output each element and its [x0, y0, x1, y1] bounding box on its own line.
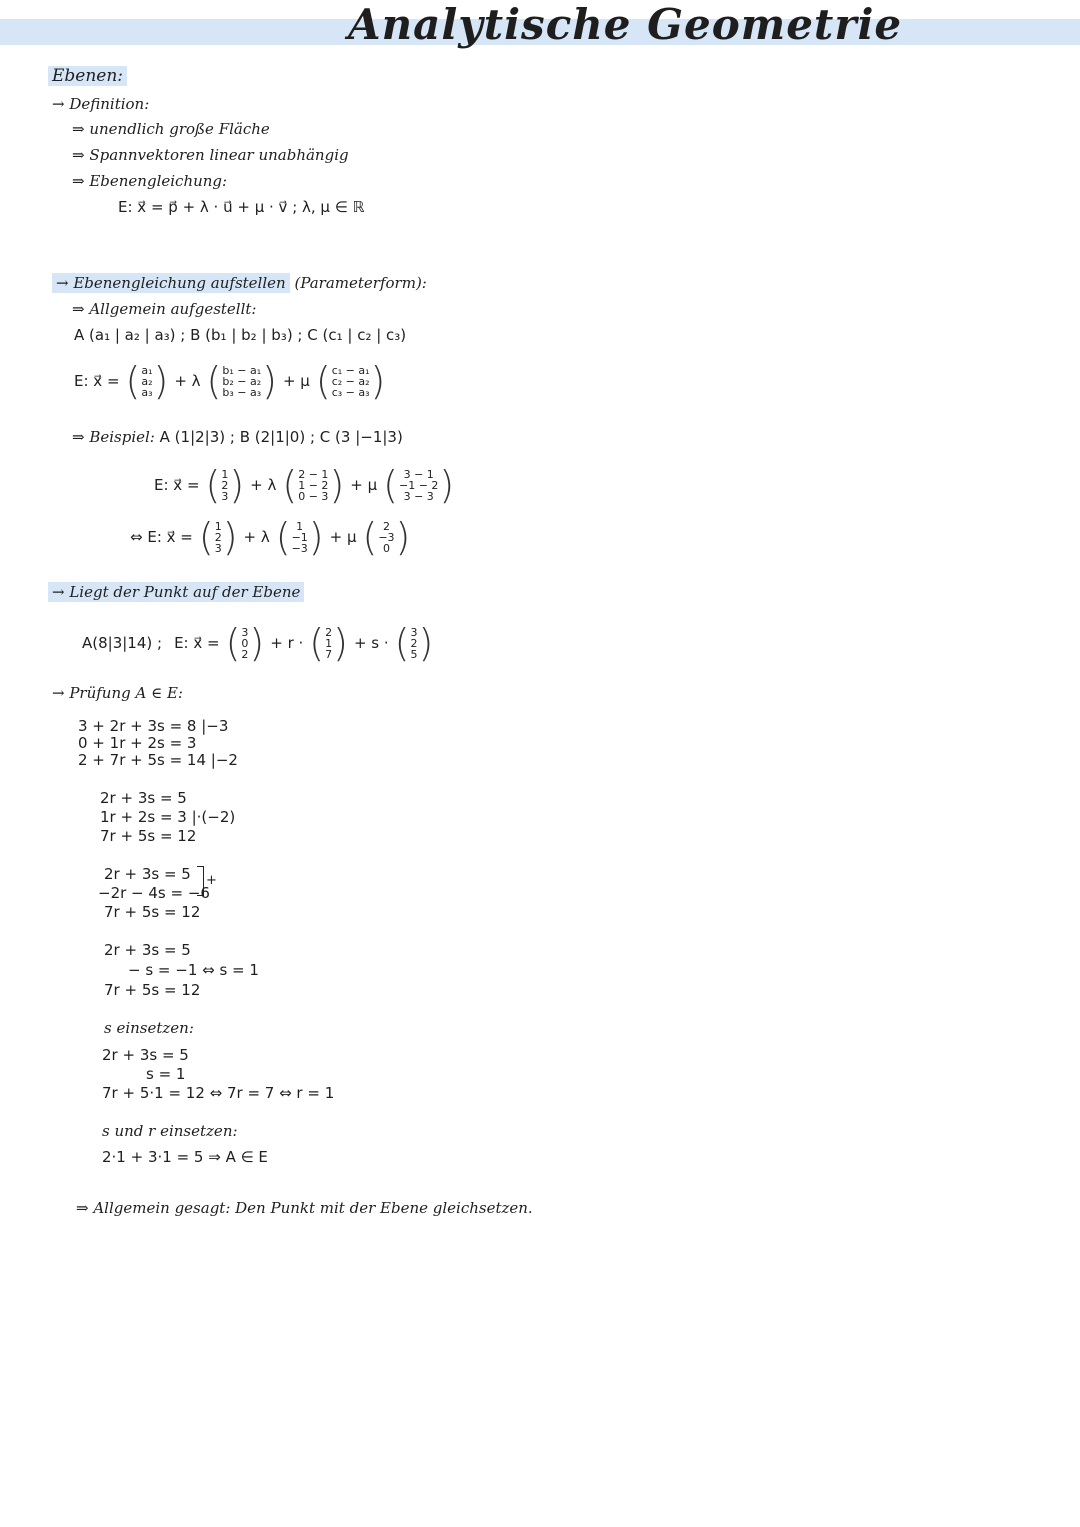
general-points: A (a₁ | a₂ | a₃) ; B (b₁ | b₂ | b₃) ; C (c₁ | c₂ | c₃) [74, 326, 407, 344]
aufstellen-title: → Ebenengleichung aufstellen [52, 273, 290, 293]
example-equation-1: E: x⃗ = ( 1 2 3 ) + λ ( 2 − 1 1 − 2 0 − 3 ) + μ ( 3 − 1 −1 − 2 3 − 3 ) [154, 463, 455, 507]
eq-prefix: E: x⃗ = [74, 372, 120, 390]
vec-entry: 3 [214, 541, 222, 555]
vec-entry: 1 [325, 636, 333, 650]
vector-a: ( 1 2 3 ) [198, 515, 238, 559]
aufstellen-label [52, 274, 427, 292]
section-heading-ebenen: Ebenen: [48, 66, 127, 86]
vector-v: ( 3 2 5 ) [394, 621, 434, 665]
system-1-line-1: 3 + 2r + 3s = 8 |−3 [78, 717, 229, 735]
vec-entry: c₂ − a₂ [331, 374, 370, 388]
vector-u: ( 2 1 7 ) [309, 621, 348, 665]
addition-bracket [197, 866, 204, 896]
vec-entry: −1 − 2 [398, 478, 439, 492]
vector-ac: ( 2 −3 0 ) [362, 515, 411, 559]
vec-entry: 0 − 3 [298, 489, 329, 503]
allgemein-label: ⇒ Allgemein aufgestellt: [72, 300, 257, 318]
vec-entry: 2 [241, 647, 249, 661]
vec-entry: −1 [291, 530, 308, 544]
vec-entry: 1 [214, 519, 222, 533]
vector-a: ( 1 2 3 ) [205, 463, 245, 507]
page-title: Analytische Geometrie [348, 0, 903, 49]
system-5-line-3: 7r + 5·1 = 12 ⇔ 7r = 7 ⇔ r = 1 [102, 1084, 335, 1102]
final-check: 2·1 + 3·1 = 5 ⇒ A ∈ E [102, 1148, 268, 1166]
definition-item-2: ⇒ Spannvektoren linear unabhängig [72, 146, 349, 164]
vec-entry: 0 [241, 636, 249, 650]
vec-entry: b₁ − a₁ [222, 363, 262, 377]
vec-entry: b₃ − a₃ [222, 385, 262, 399]
system-2-line-3: 7r + 5s = 12 [100, 827, 197, 845]
eq-prefix: E: x⃗ = [174, 634, 220, 652]
system-4-line-2: − s = −1 ⇔ s = 1 [128, 961, 259, 979]
vector-ab: ( 1 −1 −3 ) [275, 515, 324, 559]
vec-entry: a₂ [141, 374, 153, 388]
eq-prefix: E: x⃗ = [154, 476, 200, 494]
vec-entry: 1 − 2 [298, 478, 329, 492]
point-plane-equation: A(8|3|14) ; E: x⃗ = ( 3 0 2 ) + r · ( 2 1 7 ) + s · ( 3 2 5 ) [82, 621, 434, 665]
general-plane-equation: E: x⃗ = ( a₁ a₂ a₃ ) + λ ( b₁ − a₁ b₂ − a₂ b₃ − a₃ ) + μ ( c₁ − a₁ c₂ − a₂ c₃ − a₃ ) [74, 359, 386, 403]
vec-entry: b₂ − a₂ [222, 374, 262, 388]
vec-entry: 2 [410, 636, 418, 650]
system-5-line-1: 2r + 3s = 5 [102, 1046, 189, 1064]
vec-entry: 3 [221, 489, 229, 503]
vec-entry: 1 [296, 519, 304, 533]
beispiel-label: ⇒ Beispiel: [72, 428, 155, 446]
vec-entry: 2 [382, 519, 390, 533]
definition-item-1: ⇒ unendlich große Fläche [72, 120, 270, 138]
addition-sign: + [206, 873, 217, 888]
vec-entry: 2 [214, 530, 222, 544]
point-a: A(8|3|14) ; [82, 634, 163, 652]
vec-entry: 3 [410, 625, 418, 639]
definition-item-3: ⇒ Ebenengleichung: [72, 172, 228, 190]
aufstellen-suffix: (Parameterform): [294, 274, 427, 292]
pruefung-label: → Prüfung A ∈ E: [52, 684, 183, 702]
system-1-line-3: 2 + 7r + 5s = 14 |−2 [78, 751, 238, 769]
vec-entry: a₃ [141, 385, 153, 399]
system-3-line-2: −2r − 4s = −6 [98, 884, 210, 902]
vec-entry: 2 [221, 478, 229, 492]
fazit-label: ⇒ Allgemein gesagt: [76, 1199, 231, 1217]
vector-a: ( a₁ a₂ a₃ ) [125, 359, 169, 403]
system-2-line-2: 1r + 2s = 3 |·(−2) [100, 808, 236, 826]
beispiel-line [72, 428, 403, 446]
vector-ac: ( 3 − 1 −1 − 2 3 − 3 ) [383, 463, 455, 507]
liegt-label: → Liegt der Punkt auf der Ebene [48, 582, 304, 602]
vec-entry: 3 − 1 [403, 467, 434, 481]
s-einsetzen-label: s einsetzen: [104, 1019, 194, 1037]
vec-entry: c₃ − a₃ [331, 385, 370, 399]
sr-einsetzen-label: s und r einsetzen: [102, 1122, 238, 1140]
system-3-line-1: 2r + 3s = 5 [104, 865, 191, 883]
system-5-line-2: s = 1 [146, 1065, 186, 1083]
vector-b-minus-a: ( b₁ − a₁ b₂ − a₂ b₃ − a₃ ) [206, 359, 277, 403]
vec-entry: −3 [378, 530, 395, 544]
fazit-line [76, 1199, 533, 1217]
vec-entry: −3 [291, 541, 308, 555]
vec-entry: 0 [382, 541, 390, 555]
system-4-line-3: 7r + 5s = 12 [104, 981, 201, 999]
vec-entry: 3 − 3 [403, 489, 434, 503]
system-3-line-3: 7r + 5s = 12 [104, 903, 201, 921]
vector-ab: ( 2 − 1 1 − 2 0 − 3 ) [282, 463, 345, 507]
plane-equation: E: x⃗ = p⃗ + λ · u⃗ + μ · v⃗ ; λ, μ ∈ ℝ [118, 198, 365, 216]
vec-entry: a₁ [141, 363, 153, 377]
example-equation-2: ⇔ E: x⃗ = ( 1 2 3 ) + λ ( 1 −1 −3 ) + μ ( 2 −3 0 ) [130, 515, 411, 559]
system-4-line-1: 2r + 3s = 5 [104, 941, 191, 959]
vec-entry: 1 [221, 467, 229, 481]
vec-entry: 3 [241, 625, 249, 639]
vector-p: ( 3 0 2 ) [225, 621, 265, 665]
vector-c-minus-a: ( c₁ − a₁ c₂ − a₂ c₃ − a₃ ) [315, 359, 386, 403]
system-2-line-1: 2r + 3s = 5 [100, 789, 187, 807]
eq-prefix: ⇔ E: x⃗ = [130, 528, 193, 546]
vec-entry: 5 [410, 647, 418, 661]
vec-entry: 7 [325, 647, 333, 661]
fazit-text: Den Punkt mit der Ebene gleichsetzen. [235, 1199, 533, 1217]
vec-entry: 2 − 1 [298, 467, 329, 481]
system-1-line-2: 0 + 1r + 2s = 3 [78, 734, 197, 752]
definition-label: → Definition: [52, 95, 150, 113]
vec-entry: c₁ − a₁ [331, 363, 370, 377]
vec-entry: 2 [325, 625, 333, 639]
beispiel-points: A (1|2|3) ; B (2|1|0) ; C (3 |−1|3) [159, 428, 403, 446]
